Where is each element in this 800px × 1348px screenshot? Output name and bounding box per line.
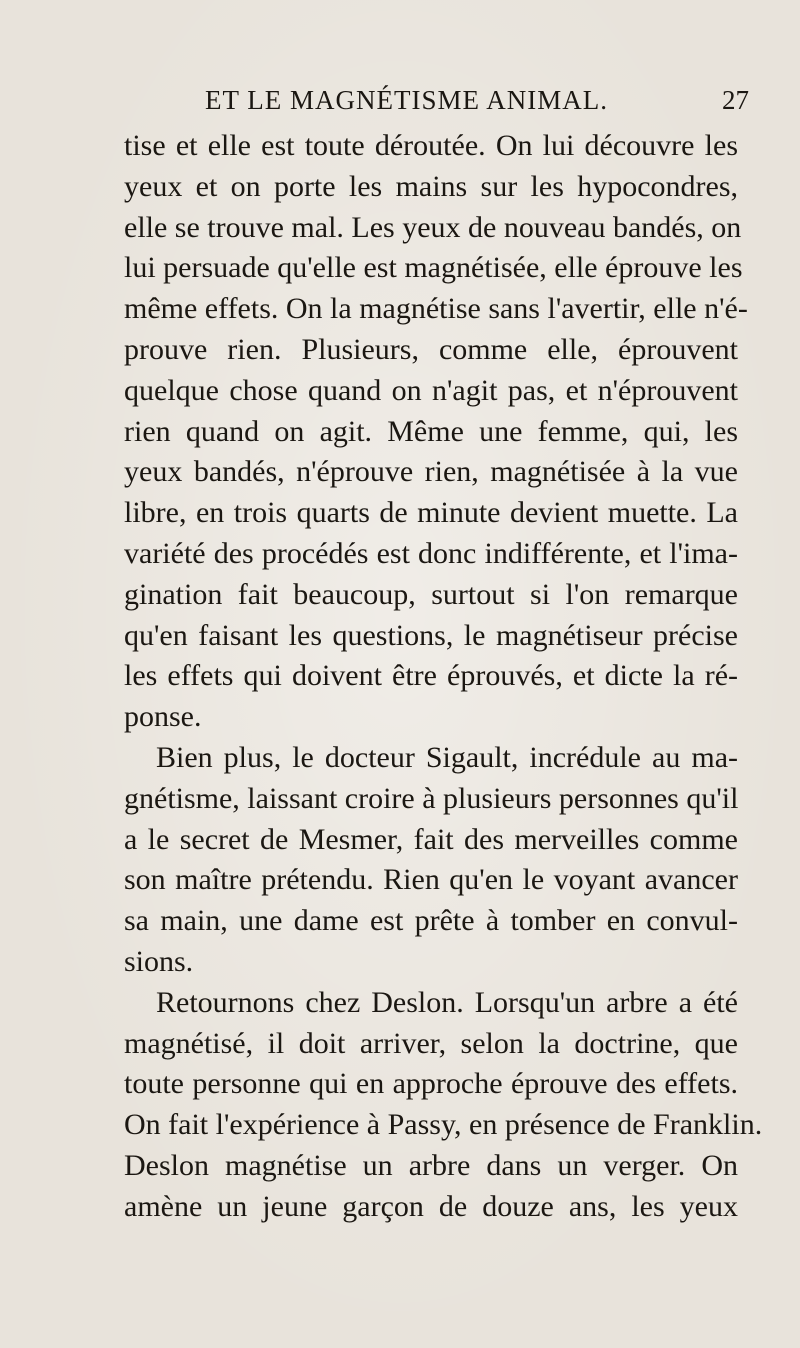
- text-line: yeux bandés, n'éprouve rien, magnétisée à la vue: [124, 455, 738, 489]
- running-head: ET LE MAGNÉTISME ANIMAL.: [205, 85, 608, 115]
- text-line: lui persuade qu'elle est magnétisée, elle éprouve les: [124, 251, 743, 285]
- text-line: toute personne qui en approche éprouve des effets.: [124, 1067, 738, 1101]
- text-line: yeux et on porte les mains sur les hypocondres,: [124, 169, 738, 203]
- text-line: variété des procédés est donc indifférente, et l'ima-: [124, 536, 738, 570]
- text-line: libre, en trois quarts de minute devient muette. La: [124, 496, 738, 530]
- text-line: les effets qui doivent être éprouvés, et dicte la ré-: [124, 659, 738, 693]
- text-line: a le secret de Mesmer, fait des merveilles comme: [124, 822, 738, 856]
- text-line: ponse.: [124, 700, 202, 734]
- text-line: même effets. On la magnétise sans l'avertir, elle n'é-: [124, 292, 748, 326]
- text-line: amène un jeune garçon de douze ans, les yeux: [124, 1189, 738, 1223]
- text-line: prouve rien. Plusieurs, comme elle, éprouvent: [124, 332, 738, 366]
- text-line: gination fait beaucoup, surtout si l'on remarque: [124, 577, 738, 611]
- text-line: qu'en faisant les questions, le magnétiseur précise: [124, 618, 738, 652]
- text-line: son maître prétendu. Rien qu'en le voyant avancer: [124, 863, 738, 897]
- text-line: tise et elle est toute déroutée. On lui découvre les: [124, 129, 738, 162]
- text-line: quelque chose quand on n'agit pas, et n'éprouvent: [124, 373, 738, 407]
- text-line: rien quand on agit. Même une femme, qui, les: [124, 414, 738, 448]
- text-line: sa main, une dame est prête à tomber en convul-: [124, 904, 738, 938]
- text-line: gnétisme, laissant croire à plusieurs personnes qu'il: [124, 781, 739, 815]
- body-text: [124, 126, 763, 1228]
- paragraph-1: [124, 126, 748, 738]
- text-line: sions.: [124, 944, 194, 978]
- paragraph-2: [124, 738, 738, 983]
- text-line: Bien plus, le docteur Sigault, incrédule au ma-: [156, 740, 738, 774]
- text-line: Deslon magnétise un arbre dans un verger. On: [124, 1148, 738, 1182]
- text-line: On fait l'expérience à Passy, en présence de Franklin.: [124, 1108, 763, 1142]
- page-number: 27: [722, 85, 749, 115]
- text-line: elle se trouve mal. Les yeux de nouveau bandés, on: [124, 210, 742, 244]
- text-line: magnétisé, il doit arriver, selon la doctrine, que: [124, 1026, 738, 1060]
- text-line: Retournons chez Deslon. Lorsqu'un arbre a été: [156, 985, 738, 1019]
- paragraph-3: [124, 983, 763, 1228]
